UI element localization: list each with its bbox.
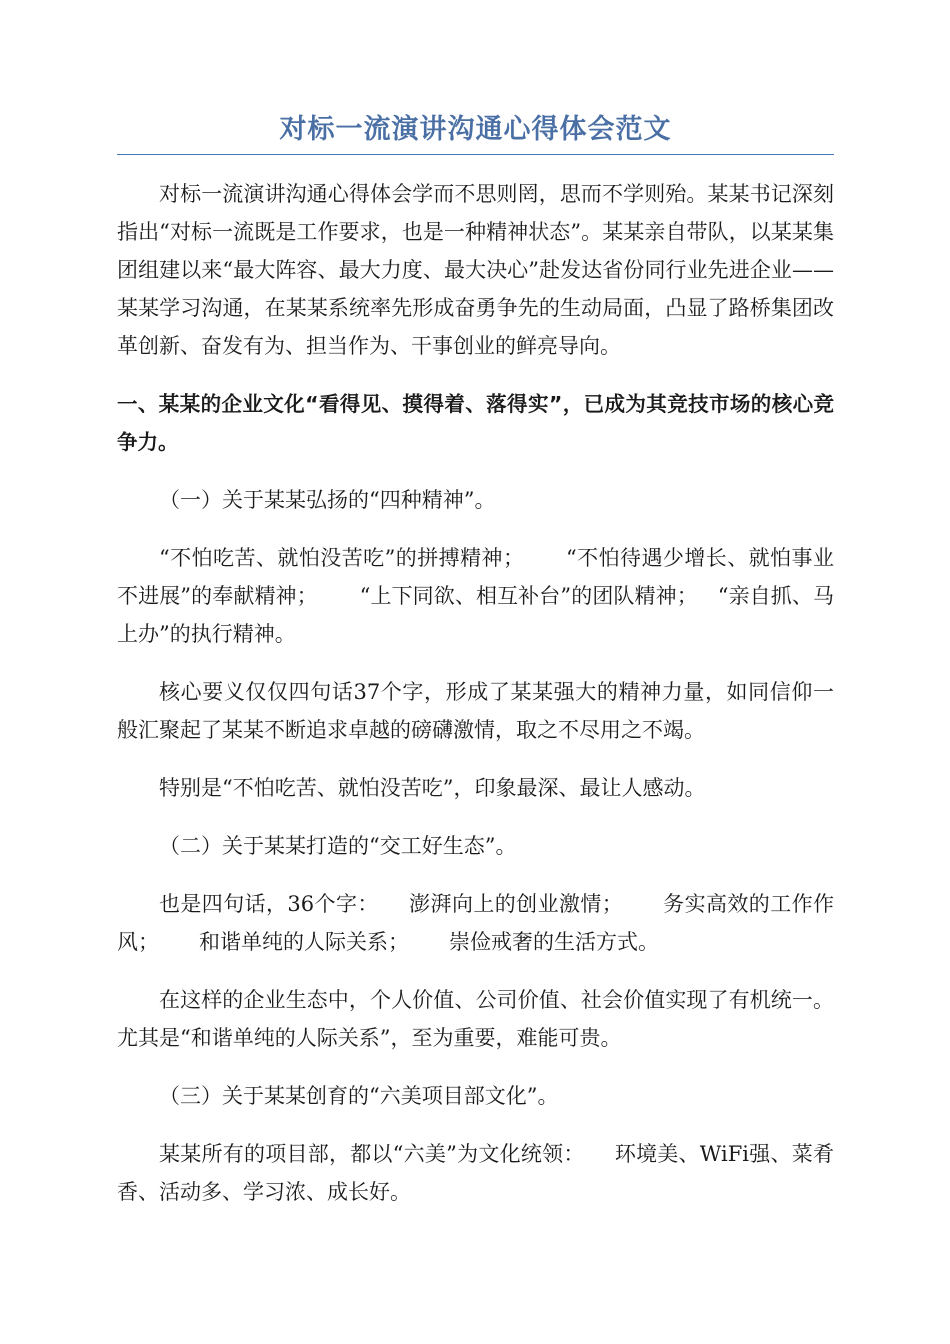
- intro-paragraph: 对标一流演讲沟通心得体会学而不思则罔，思而不学则殆。某某书记深刻指出“对标一流既是工作要求，也是一种精神状态”。某某亲自带队，以某某集团组建以来“最大阵容、最大力度、最大决心”赴发达省份同行业先进企业——某某学习沟通，在某某系统率先形成奋勇争先的生动局面，凸显了路桥集团改革创新、奋发有为、担当作为、干事创业的鲜亮导向。: [117, 182, 834, 358]
- ecology-item: 和谐单纯的人际关系；: [199, 930, 409, 954]
- section-1-heading: 一、某某的企业文化“看得见、摸得着、落得实”，已成为其竞技市场的核心竞争力。: [117, 392, 834, 454]
- subsection-3-heading: （三）关于某某创育的“六美项目部文化”。: [159, 1084, 559, 1108]
- document-page: [117, 108, 834, 1211]
- six-beauties-lead: 某某所有的项目部，都以“六美”为文化统领：: [159, 1142, 585, 1166]
- ecology-lead: 也是四句话，36个字：: [159, 892, 379, 916]
- ecology-item: 务实高效的工作作风；: [117, 892, 834, 954]
- spirit-item: “不怕待遇少增长、就怕事业不进展”的奉献精神；: [117, 546, 834, 608]
- core-meaning-paragraph: 核心要义仅仅四句话37个字，形成了某某强大的精神力量，如同信仰一般汇聚起了某某不断追求卓越的磅礴激情，取之不尽用之不竭。: [117, 680, 834, 742]
- six-beauties-items: 环境美、WiFi强、菜肴香、活动多、学习浓、成长好。: [117, 1142, 834, 1204]
- ecology-item: 崇俭戒奢的生活方式。: [449, 930, 659, 954]
- spirit-item: “亲自抓、马上办”的执行精神。: [117, 584, 834, 646]
- ecology-item: 澎湃向上的创业激情；: [408, 892, 623, 916]
- subsection-1-heading: （一）关于某某弘扬的“四种精神”。: [159, 488, 496, 512]
- four-spirits-paragraph: [117, 539, 834, 653]
- title-underline: [117, 154, 834, 155]
- spirit-item: “不怕吃苦、就怕没苦吃”的拼搏精神；: [159, 546, 524, 570]
- spirit-item: “上下同欲、相互补台”的团队精神；: [359, 584, 698, 608]
- values-paragraph: 在这样的企业生态中，个人价值、公司价值、社会价值实现了有机统一。尤其是“和谐单纯的人际关系”，至为重要，难能可贵。: [117, 988, 834, 1050]
- subsection-2-heading: （二）关于某某打造的“交工好生态”。: [159, 834, 517, 858]
- document-title: 对标一流演讲沟通心得体会范文: [279, 114, 672, 145]
- ecology-paragraph: [117, 885, 834, 961]
- six-beauties-paragraph: [117, 1135, 834, 1211]
- special-paragraph: 特别是“不怕吃苦、就怕没苦吃”，印象最深、最让人感动。: [159, 776, 706, 800]
